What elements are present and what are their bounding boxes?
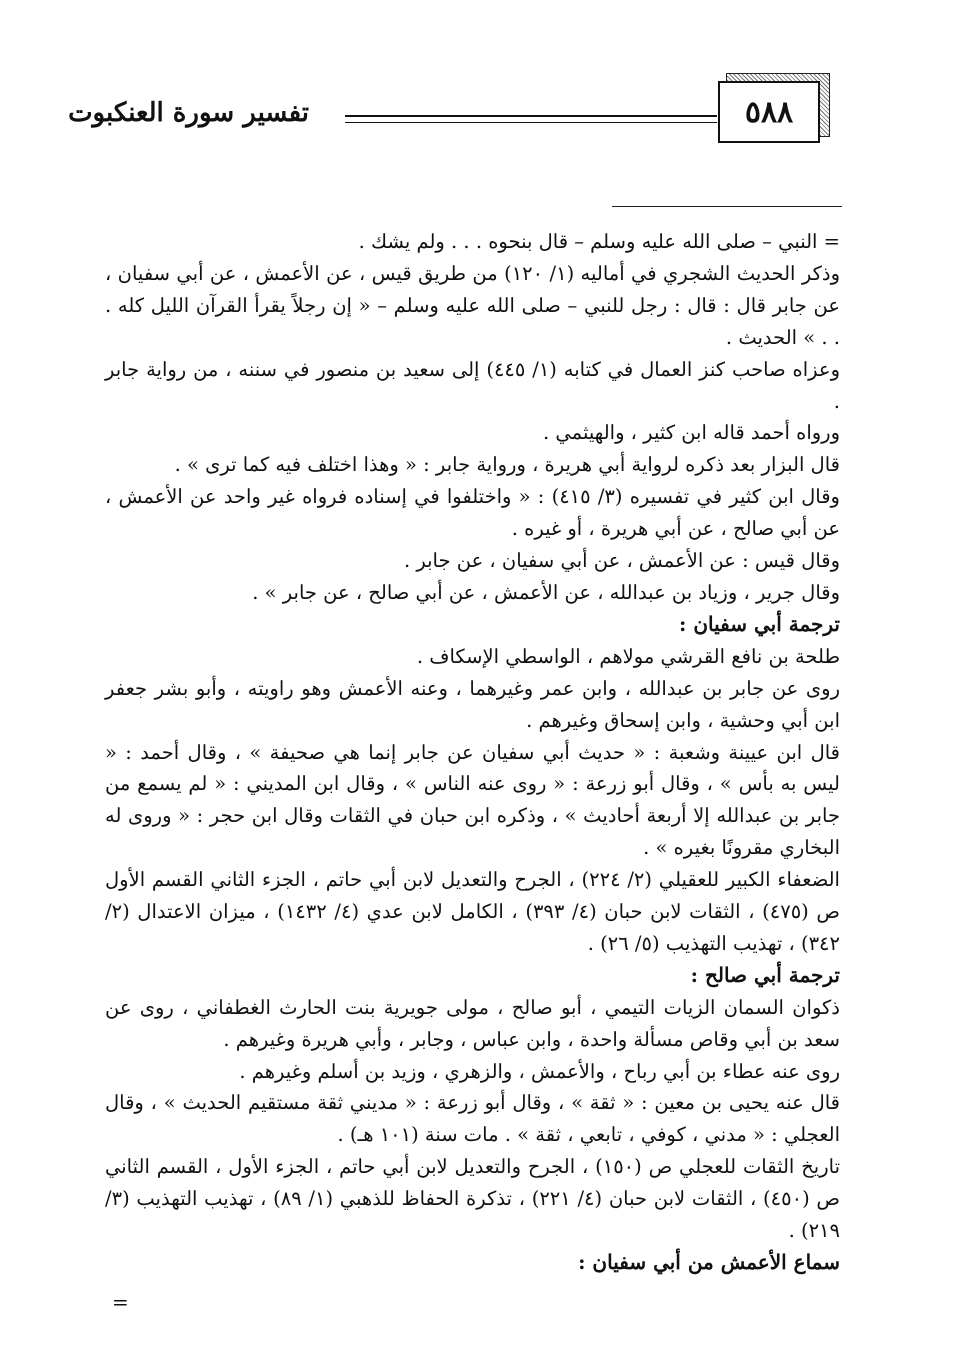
footnote-rule [612,206,842,207]
text-line: قال عنه يحيى بن معين : « ثقة » ، وقال أبو زرعة : « مديني ثقة مستقيم الحديث » ، وقال العجلي : « مدني ، كوفي ، تابعي ، ثقة » . مات سنة (١٠١ هـ) . [105,1091,840,1147]
text-line: ورواه أحمد قاله ابن كثير ، والهيثمي . [543,421,840,445]
text-line: تاريخ الثقات للعجلي ص (١٥٠) ، الجرح والتعديل لابن أبي حاتم ، الجزء الأول ، القسم الثاني ص (٤٥٠) ، الثقات لابن حبان (٤/ ٢٢١) ، تذكرة الحفاظ للذهبي (١/ ٨٩) ، تهذيب التهذيب (٣/ ٢١٩) . [105,1155,840,1243]
section-heading-abu-salih: ترجمة أبي صالح : [690,962,840,987]
text-line: طلحة بن نافع القرشي مولاهم ، الواسطي الإسكاف . [416,644,840,668]
text-line: قال ابن عيينة وشعبة : « حديث أبي سفيان عن جابر إنما هي صحيفة » ، وقال أحمد : « ليس به بأس » ، وقال أبو زرعة : « روى عنه الناس » ، وقال ابن المديني : « لم يسمع من جابر بن عبدالله إلا أربعة أحاديث » ، وذكره ابن حبان في الثقات وقال ابن حجر : « وروى له البخاري مقرونًا بغيره » . [105,740,840,860]
text-line: روى عنه عطاء بن أبي رباح ، والأعمش ، والزهري ، وزيد بن أسلم وغيرهم . [239,1059,840,1083]
text-line: وذكر الحديث الشجري في أماليه (١/ ١٢٠) من طريق قيس ، عن الأعمش ، عن أبي سفيان ، عن جابر قال : قال : رجل للنبي – صلى الله عليه وسلم – « إن رجلاً يقرأ القرآن الليل كله . . . » الحديث . [105,261,840,349]
text-line: وعزاه صاحب كنز العمال في كتابه (١/ ٤٤٥) إلى سعيد بن منصور في سننه ، من رواية جابر . [105,357,840,413]
footnote-body [105,226,840,1279]
page-title: تفسير سورة العنكبوت [68,98,309,128]
section-heading-abu-sufyan: ترجمة أبي سفيان : [678,611,840,636]
text-line: روى عن جابر بن عبدالله ، وابن عمر وغيرهما ، وعنه الأعمش وهو راويته ، وأبو بشر جعفر ابن أبي وحشية ، وابن إسحاق وغيرهم . [105,676,840,732]
section-heading-samaa: سماع الأعمش من أبي سفيان : [578,1250,840,1274]
text-line: وقال جرير ، وزياد بن عبدالله ، عن الأعمش ، عن أبي صالح ، عن جابر » . [252,580,840,604]
header-rule [345,115,717,123]
text-line: = النبي – صلى الله عليه وسلم – قال بنحوه . . . ولم يشك . [358,230,840,253]
text-line: قال البزار بعد ذكره لرواية أبي هريرة ، ورواية جابر : « وهذا اختلف فيه كما ترى » . [174,453,840,477]
text-line: وقال قيس : عن الأعمش ، عن أبي سفيان ، عن جابر . [403,549,840,573]
text-line: الضعفاء الكبير للعقيلي (٢/ ٢٢٤) ، الجرح والتعديل لابن أبي حاتم ، الجزء الثاني القسم الأول ص (٤٧٥) ، الثقات لابن حبان (٤/ ٣٩٣) ، الكامل لابن عدي (٤/ ١٤٣٢) ، ميزان الاعتدال (٢/ ٣٤٢) ، تهذيب التهذيب (٥/ ٢٦) . [105,868,840,955]
text-line: ذكوان السمان الزيات التيمي ، أبو صالح ، مولى جويرية بنت الحارث الغطفاني ، روى عن سعد بن أبي وقاص مسألة واحدة ، وابن عباس ، وجابر ، وأبي هريرة وغيرهم . [105,995,840,1051]
page-number: ٥٨٨ [718,81,820,143]
text-line: وقال ابن كثير في تفسيره (٣/ ٤١٥) : « واختلفوا في إسناده فرواه غير واحد عن الأعمش ، عن أبي صالح ، عن أبي هريرة ، أو غيره . [105,485,840,541]
continuation-mark: = [112,1290,129,1314]
page-number-box [718,73,828,143]
